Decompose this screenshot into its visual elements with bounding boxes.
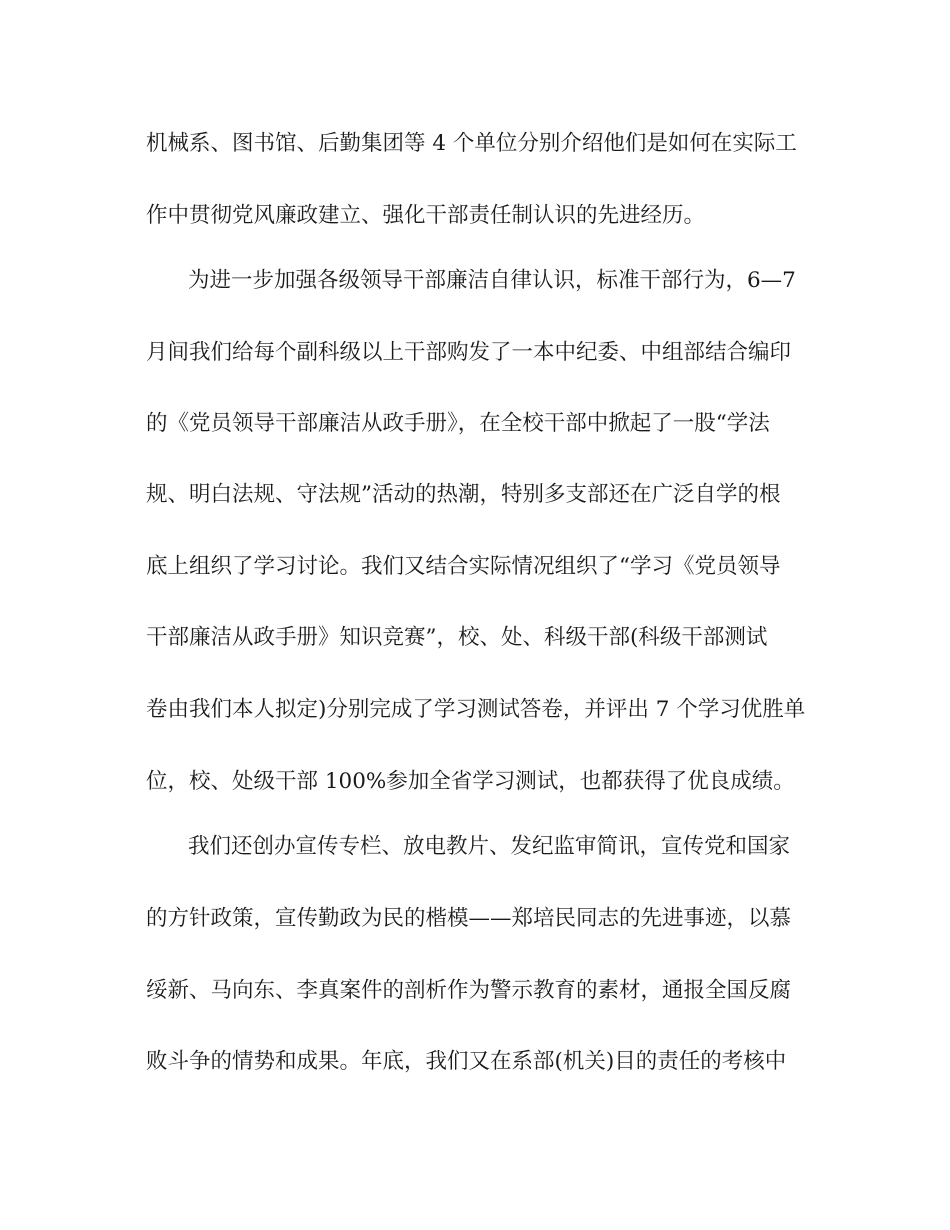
paragraph-start-line-3: 为进一步加强各级领导干部廉洁自律认识，标准干部行为，6—7 [188, 268, 796, 293]
text-line-13: 绥新、马向东、李真案件的剖析作为警示教育的素材，通报全国反腐 [146, 978, 792, 1003]
text-line-9: 卷由我们本人拟定)分别完成了学习测试答卷，并评出 7 个学习优胜单 [146, 697, 806, 722]
text-line-12: 的方针政策，宣传勤政为民的楷模——郑培民同志的先进事迹，以慕 [146, 906, 792, 931]
text-line-7: 底上组织了学习讨论。我们又结合实际情况组织了“学习《党员领导 [146, 554, 781, 579]
text-line-5: 的《党员领导干部廉洁从政手册》，在全校干部中掀起了一股“学法 [146, 411, 770, 436]
text-line-1: 机械系、图书馆、后勤集团等 4 个单位分别介绍他们是如何在实际工 [146, 131, 797, 156]
text-line-10: 位，校、处级干部 100%参加全省学习测试，也都获得了优良成绩。 [146, 769, 795, 794]
text-line-6: 规、明白法规、守法规”活动的热潮，特别多支部还在广泛自学的根 [146, 482, 781, 507]
text-line-8: 干部廉洁从政手册》知识竞赛”，校、处、科级干部(科级干部测试 [146, 625, 768, 650]
paragraph-start-line-11: 我们还创办宣传专栏、放电教片、发纪监审简讯，宣传党和国家 [188, 834, 791, 859]
text-line-14: 败斗争的情势和成果。年底，我们又在系部(机关)目的责任的考核中 [146, 1049, 787, 1074]
text-line-4: 月间我们给每个副科级以上干部购发了一本中纪委、中组部结合编印 [146, 340, 792, 365]
text-line-2: 作中贯彻党风廉政建立、强化干部责任制认识的先进经历。 [146, 203, 706, 228]
